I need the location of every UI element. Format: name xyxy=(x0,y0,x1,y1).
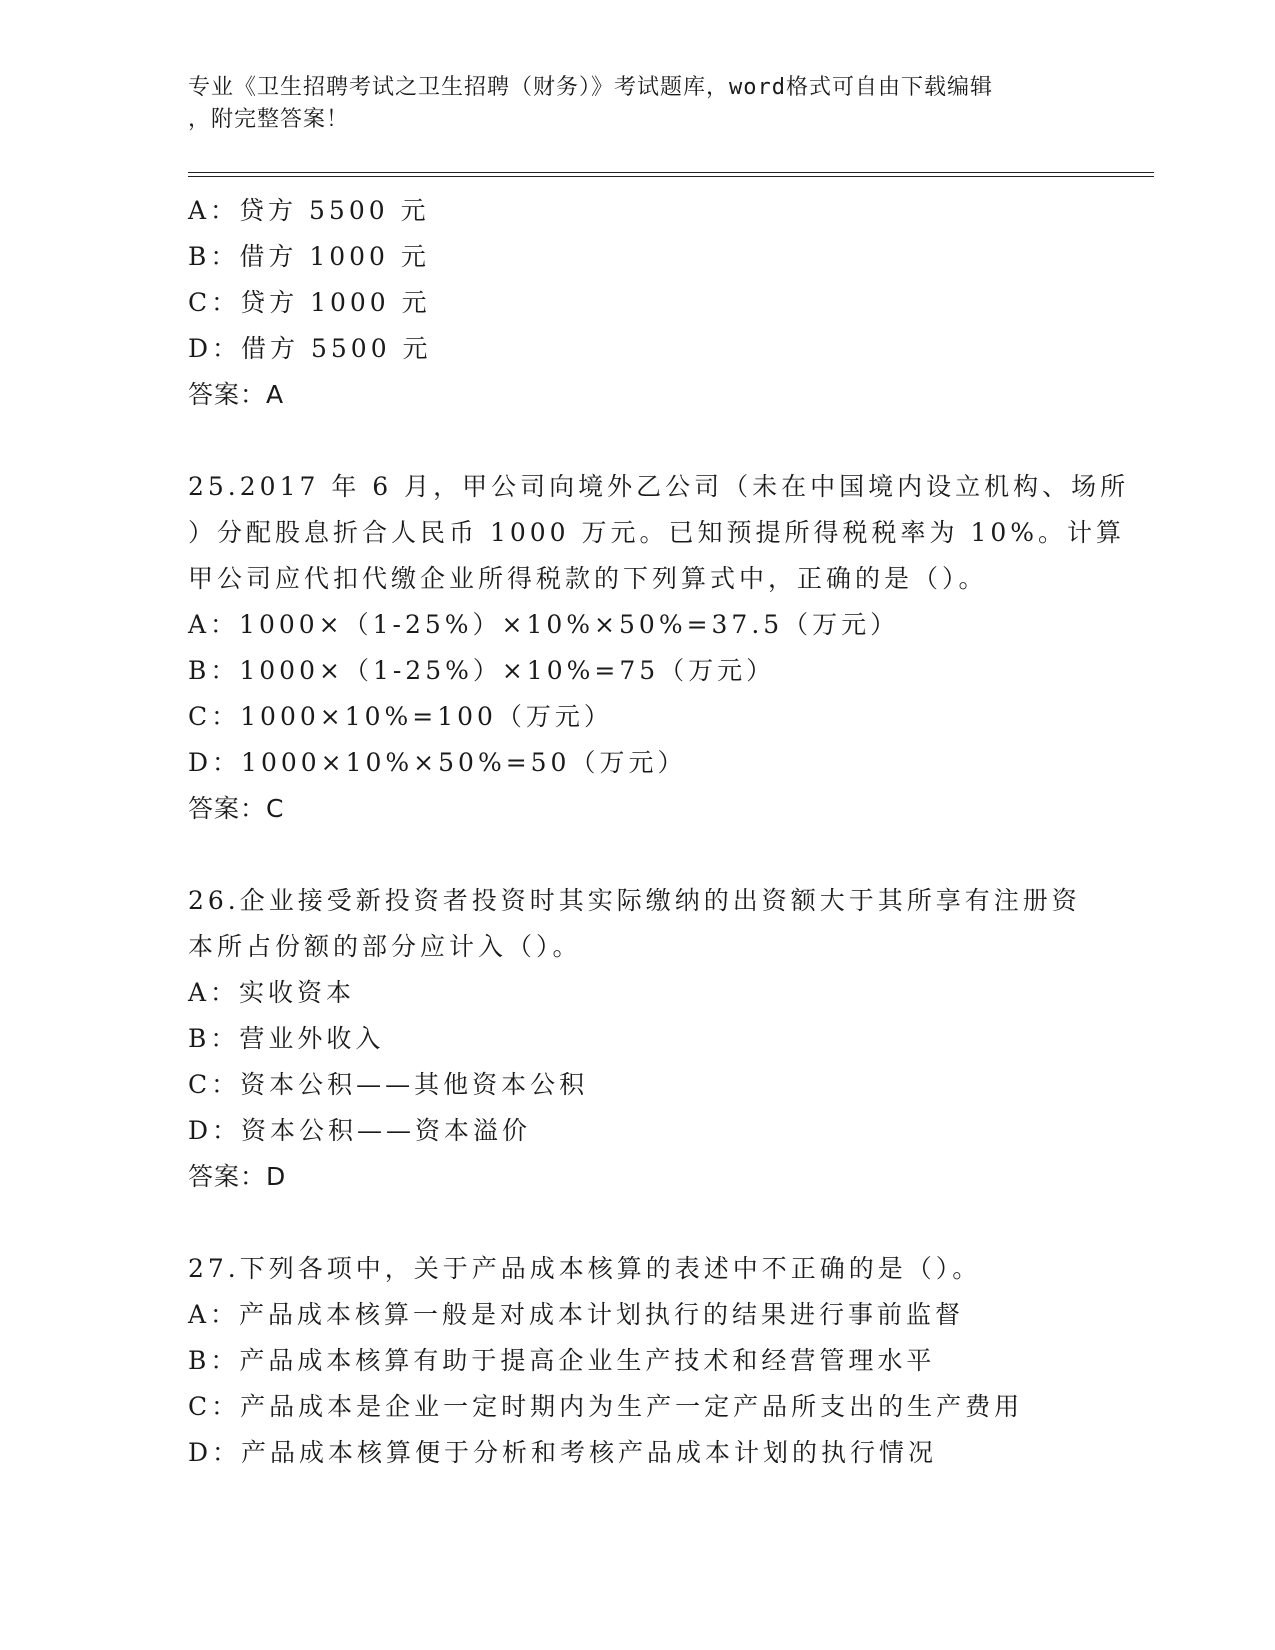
option-b: B：1000×（1-25%）×10%=75（万元） xyxy=(188,656,776,685)
header-line-2: ，附完整答案！ xyxy=(188,107,350,132)
question-list xyxy=(188,188,1130,1476)
question-26-line-1: 26.企业接受新投资者投资时其实际缴纳的出资额大于其所享有注册资 xyxy=(188,886,1081,915)
answer-line: 答案：A xyxy=(188,380,285,409)
option-b: B：借方 1000 元 xyxy=(188,242,430,271)
option-c: C：产品成本是企业一定时期内为生产一定产品所支出的生产费用 xyxy=(188,1392,1024,1421)
spacer xyxy=(188,418,1088,464)
document-header xyxy=(188,72,1088,136)
answer-line: 答案：D xyxy=(188,1162,287,1191)
option-a: A：实收资本 xyxy=(188,978,356,1007)
option-a: A：产品成本核算一般是对成本计划执行的结果进行事前监督 xyxy=(188,1300,965,1329)
header-rule-top xyxy=(188,172,1154,173)
option-c: C：资本公积——其他资本公积 xyxy=(188,1070,589,1099)
option-c: C：贷方 1000 元 xyxy=(188,288,431,317)
option-c: C：1000×10%=100（万元） xyxy=(188,702,613,731)
option-a: A：贷方 5500 元 xyxy=(188,196,430,225)
header-line-1: 专业《卫生招聘考试之卫生招聘（财务）》考试题库，word格式可自由下载编辑 xyxy=(188,75,993,100)
question-26-line-2: 本所占份额的部分应计入（）。 xyxy=(188,932,582,961)
option-d: D：1000×10%×50%=50（万元） xyxy=(188,748,687,777)
header-rule-bottom xyxy=(188,176,1154,177)
spacer xyxy=(188,1200,1088,1246)
option-b: B：产品成本核算有助于提高企业生产技术和经营管理水平 xyxy=(188,1346,936,1375)
question-25-line-1: 25.2017 年 6 月，甲公司向境外乙公司（未在中国境内设立机构、场所 xyxy=(188,472,1130,501)
answer-line: 答案：C xyxy=(188,794,285,823)
question-25-line-3: 甲公司应代扣代缴企业所得税款的下列算式中，正确的是（）。 xyxy=(188,564,988,593)
option-a: A：1000×（1-25%）×10%×50%=37.5（万元） xyxy=(188,610,900,639)
option-d: D：资本公积——资本溢价 xyxy=(188,1116,532,1145)
option-b: B：营业外收入 xyxy=(188,1024,385,1053)
option-d: D：借方 5500 元 xyxy=(188,334,432,363)
question-25-line-2: ）分配股息折合人民币 1000 万元。已知预提所得税税率为 10%。计算 xyxy=(188,518,1126,547)
option-d: D：产品成本核算便于分析和考核产品成本计划的执行情况 xyxy=(188,1438,938,1467)
spacer xyxy=(188,832,1088,878)
question-27-line-1: 27.下列各项中，关于产品成本核算的表述中不正确的是（）。 xyxy=(188,1254,982,1283)
